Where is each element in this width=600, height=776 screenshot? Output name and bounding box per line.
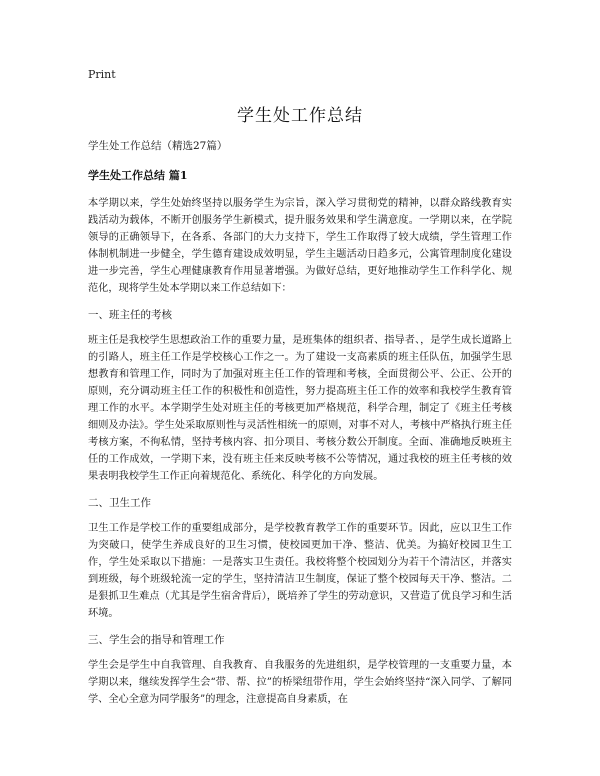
section-heading-1: 一、班主任的考核 <box>88 309 172 321</box>
document-subtitle: 学生处工作总结（精选27篇） <box>88 140 228 152</box>
print-link[interactable]: Print <box>88 68 116 81</box>
section-body-3: 学生会是学生中自我管理、自我教育、自我服务的先进组织，是学校管理的一支重要力量，本学期以来，继续发挥学生会“带、帮、拉”的桥梁纽带作用，学生会始终坚持“深入同学、了解同学、全心全意为同学服务”的理念，注意提高自身素质，在 <box>88 660 512 705</box>
intro-paragraph: 本学期以来，学生处始终坚持以服务学生为宗旨，深入学习贯彻党的精神，以群众路线教育实践活动为载体，不断开创服务学生新模式，提升服务效果和学生满意度。一学期以来，在学院领导的正确领导下，在各系、各部门的大力支持下，学生工作取得了较大成绩，学生管理工作体制机制进一步健全，学生德育建设成效明显，学生主题活动日趋多元，公寓管理制度化建设进一步完善，学生心理健康教育作用显著增强。为做好总结，更好地推动学生工作科学化、规范化，现将学生处本学期以来工作总结如下： <box>88 198 512 294</box>
section-body-2: 卫生工作是学校工作的重要组成部分，是学校教育教学工作的重要环节。因此，应以卫生工作为突破口，使学生养成良好的卫生习惯，使校园更加干净、整洁、优美。为搞好校园卫生工作，学生处采取以下措施：一是落实卫生责任。我校将整个校园划分为若干个清洁区，并落实到班级，每个班级轮流一定的学生，坚持清洁卫生制度，保证了整个校园每天干净、整洁。二是狠抓卫生难点（尤其是学生宿舍背后），既培养了学生的劳动意识，又营造了优良学习和生活环境。 <box>88 523 512 619</box>
document-title: 学生处工作总结 <box>237 106 363 126</box>
section-body-1: 班主任是我校学生思想政治工作的重要力量，是班集体的组织者、指导者、，是学生成长道路上的引路人，班主任工作是学校核心工作之一。为了建设一支高素质的班主任队伍，加强学生思想教育和管理工作，同时为了加强对班主任工作的管理和考核，全面贯彻公平、公正、公开的原则，充分调动班主任工作的积极性和创造性，努力提高班主任工作的效率和我校学生教育管理工作的水平。本学期学生处对班主任的考核更加严格规范，科学合理，制定了《班主任考核细则及办法》。学生处采取原则性与灵活性相统一的原则，对事不对人，考核中严格执行班主任考核方案，不徇私情，坚持考核内容、扣分项目、考核分数公开制度。全面、准确地反映班主任的工作成效，一学期下来，没有班主任来反映考核不公等情况，通过我校的班主任考核的效果表明我校学生工作正向着规范化、系统化、科学化的方向发展。 <box>88 335 512 482</box>
section-title: 学生处工作总结 篇1 <box>88 169 188 182</box>
section-heading-2: 二、卫生工作 <box>88 497 151 509</box>
section-heading-3: 三、学生会的指导和管理工作 <box>88 634 225 646</box>
